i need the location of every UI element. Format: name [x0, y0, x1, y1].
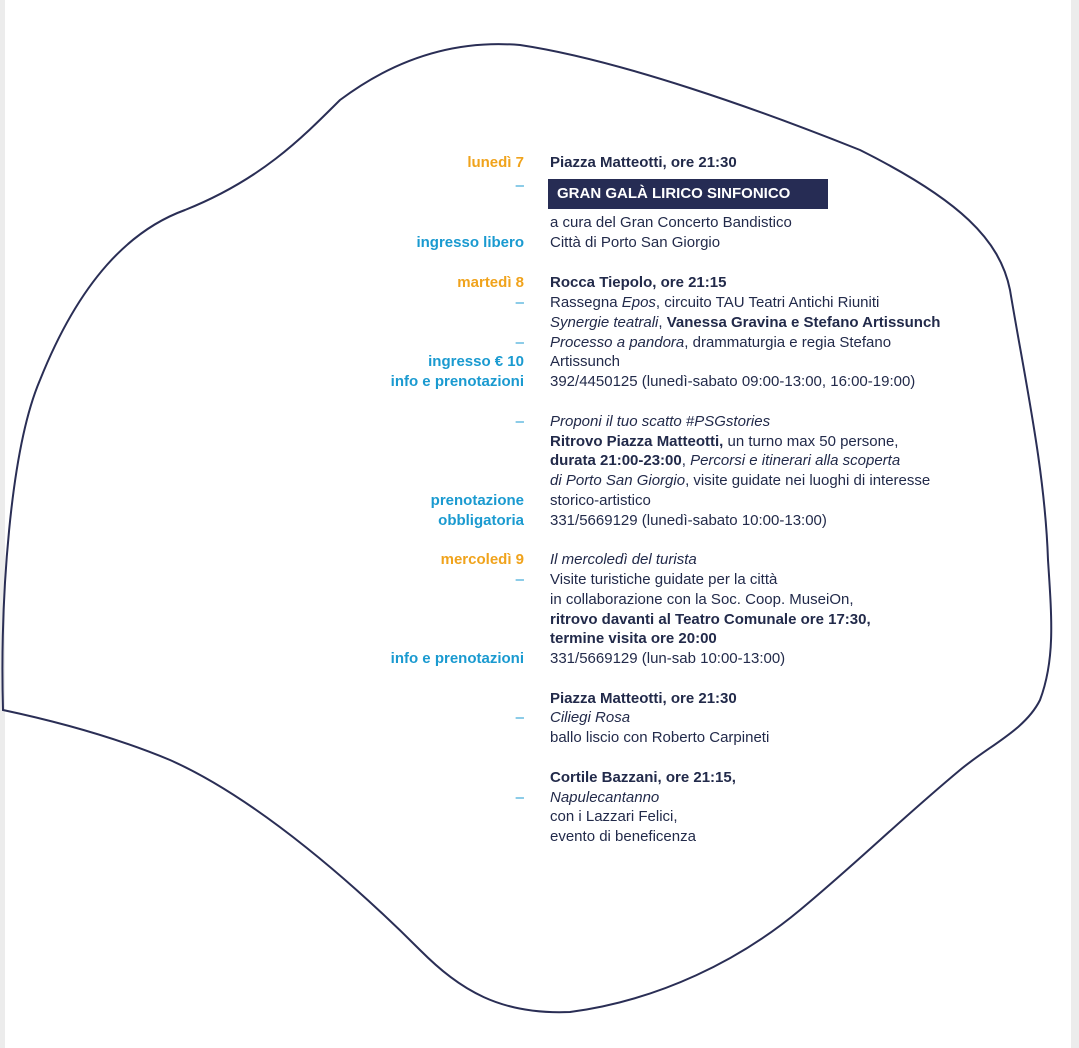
event-line: termine visita ore 20:00	[550, 630, 717, 647]
event-title: Ciliegi Rosa	[550, 709, 631, 726]
event-line: Artissunch	[550, 353, 621, 370]
event-line: in collaborazione con la Soc. Coop. MuseiOn,	[550, 591, 854, 608]
dash-marker: –	[515, 177, 524, 194]
event-place: Piazza Matteotti, ore 21:30	[550, 154, 737, 171]
event-line: evento di beneficenza	[550, 828, 696, 845]
event-line: Processo a pandora, drammaturgia e regia Stefano	[550, 334, 892, 351]
date-label: lunedì 7	[467, 154, 524, 171]
event-line: Rassegna Epos, circuito TAU Teatri Antichi Riuniti	[550, 294, 880, 311]
event-line: a cura del Gran Concerto Bandistico	[550, 214, 792, 231]
event-line: Città di Porto San Giorgio	[550, 234, 721, 251]
info-label: info e prenotazioni	[390, 373, 524, 390]
event-line: Visite turistiche guidate per la città	[550, 571, 778, 588]
event-line: Synergie teatrali, Vanessa Gravina e Stefano Artissunch	[550, 314, 941, 331]
event-place: Piazza Matteotti, ore 21:30	[550, 690, 737, 707]
date-label: martedì 8	[457, 274, 524, 291]
dash-marker: –	[515, 709, 524, 726]
dash-marker: –	[515, 571, 524, 588]
dash-marker: –	[515, 334, 524, 351]
phone-line: 331/5669129 (lun-sab 10:00-13:00)	[550, 650, 786, 667]
event-line: storico-artistico	[550, 492, 651, 509]
dash-marker: –	[515, 413, 524, 430]
phone-line: 331/5669129 (lunedì-sabato 10:00-13:00)	[550, 512, 827, 529]
event-title: Il mercoledì del turista	[550, 551, 697, 568]
date-label: mercoledì 9	[440, 551, 524, 568]
event-place: Cortile Bazzani, ore 21:15,	[550, 769, 736, 786]
info-label: obbligatoria	[438, 512, 524, 529]
event-line: durata 21:00-23:00, Percorsi e itinerari alla scoperta	[550, 452, 901, 469]
entry-label: ingresso € 10	[428, 353, 524, 370]
dash-marker: –	[515, 789, 524, 806]
dash-marker: –	[515, 294, 524, 311]
event-line: Ritrovo Piazza Matteotti, un turno max 50 persone,	[550, 433, 899, 450]
event-line: ballo liscio con Roberto Carpineti	[550, 729, 770, 746]
event-line: ritrovo davanti al Teatro Comunale ore 17:30,	[550, 611, 871, 628]
phone-line: 392/4450125 (lunedì-sabato 09:00-13:00, 16:00-19:00)	[550, 373, 916, 390]
entry-label: ingresso libero	[416, 234, 524, 251]
event-banner: GRAN GALÀ LIRICO SINFONICO	[548, 179, 828, 209]
info-label: prenotazione	[430, 492, 524, 509]
event-line: con i Lazzari Felici,	[550, 808, 678, 825]
info-label: info e prenotazioni	[390, 650, 524, 667]
event-place: Rocca Tiepolo, ore 21:15	[550, 274, 727, 291]
event-title: Proponi il tuo scatto #PSGstories	[550, 413, 771, 430]
event-line: di Porto San Giorgio, visite guidate nei luoghi di interesse	[550, 472, 931, 489]
event-title: Napulecantanno	[550, 789, 660, 806]
